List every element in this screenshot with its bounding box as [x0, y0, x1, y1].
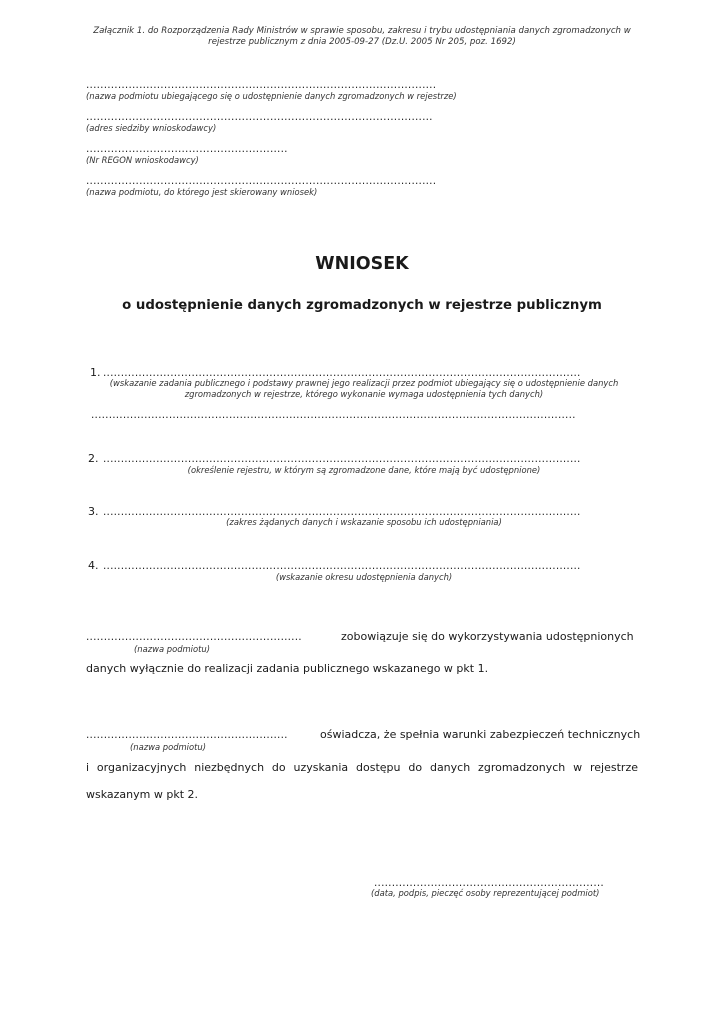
item-1-caption-line-2: zgromadzonych w rejestrze, którego wykonanie wymaga udostępnienia tych danych) — [184, 389, 544, 399]
applicant-regon-caption: (Nr REGON wnioskodawcy) — [86, 155, 199, 165]
applicant-address-field[interactable]: .................................................................................................. — [86, 111, 433, 123]
applicant-address-caption: (adres siedziby wnioskodawcy) — [86, 123, 217, 133]
item-2-field[interactable]: ....................................................................................................................................... — [103, 453, 581, 465]
header-line-1: Załącznik 1. do Rozporządzenia Rady Ministrów w sprawie sposobu, zakresu i trybu udostępniania danych zgromadzonych w — [93, 26, 631, 36]
signature-caption: (data, podpis, pieczęć osoby reprezentującej podmiot) — [371, 888, 600, 898]
applicant-name-caption: (nazwa podmiotu ubiegającego się o udostępnienie danych zgromadzonych w rejestrze) — [86, 91, 457, 101]
item-4-field[interactable]: ....................................................................................................................................... — [103, 560, 581, 572]
item-1-caption — [96, 378, 632, 400]
recipient-name-caption: (nazwa podmiotu, do którego jest skierowany wniosek) — [86, 187, 318, 197]
applicant-name-field[interactable]: ................................................................................................... — [86, 79, 437, 91]
document-title: WNIOSEK — [315, 254, 409, 274]
declaration-1-entity-field[interactable]: ............................................................. — [86, 631, 302, 643]
document-subtitle: o udostępnienie danych zgromadzonych w rejestrze publicznym — [122, 298, 602, 313]
item-1-caption-line-1: (wskazanie zadania publicznego i podstawy prawnej jego realizacji przez podmiot ubiegający się o udostępnienie danych — [109, 378, 619, 388]
declaration-2-entity-field[interactable]: ......................................................... — [86, 729, 288, 741]
item-4-caption: (wskazanie okresu udostępnienia danych) — [275, 572, 453, 582]
declaration-2-text-line-3: wskazanym w pkt 2. — [86, 788, 199, 801]
signature-field[interactable]: ................................................................. — [374, 877, 604, 889]
declaration-2-text-line-2: i organizacyjnych niezbędnych do uzyskania dostępu do danych zgromadzonych w rejestrze — [86, 761, 638, 774]
item-3-number: 3. — [88, 505, 99, 518]
item-1-number: 1. — [90, 366, 101, 379]
legal-basis-header — [40, 26, 684, 48]
item-2-number: 2. — [88, 452, 99, 465]
recipient-name-field[interactable]: ................................................................................................... — [86, 175, 437, 187]
declaration-2-text-start: oświadcza, że spełnia warunki zabezpieczeń technicznych — [320, 728, 641, 741]
header-line-2: rejestrze publicznym z dnia 2005-09-27 (Dz.U. 2005 Nr 205, poz. 1692) — [208, 37, 516, 47]
declaration-1-text-continued: danych wyłącznie do realizacji zadania publicznego wskazanego w pkt 1. — [86, 662, 489, 675]
item-1-field[interactable]: ....................................................................................................................................... — [103, 367, 581, 379]
declaration-1-text-start: zobowiązuje się do wykorzystywania udostępnionych — [341, 630, 634, 643]
item-1-field-continued[interactable]: ......................................................................................................................................... — [91, 409, 576, 421]
item-4-number: 4. — [88, 559, 99, 572]
item-2-caption: (określenie rejestru, w którym są zgromadzone dane, które mają być udostępnione) — [187, 465, 541, 475]
item-3-caption: (zakres żądanych danych i wskazanie sposobu ich udostępniania) — [226, 517, 502, 527]
declaration-1-caption: (nazwa podmiotu) — [134, 644, 210, 654]
applicant-regon-field[interactable]: ......................................................... — [86, 143, 288, 155]
declaration-2-caption: (nazwa podmiotu) — [130, 742, 206, 752]
item-3-field[interactable]: ....................................................................................................................................... — [103, 506, 581, 518]
